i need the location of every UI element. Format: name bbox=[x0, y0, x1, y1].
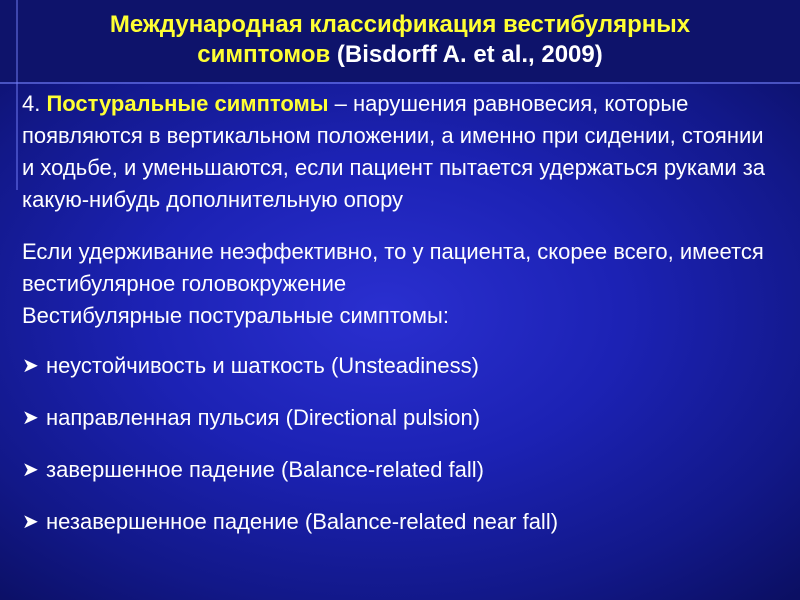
title-citation: (Bisdorff A. et al., 2009) bbox=[336, 41, 603, 68]
arrowhead-bullet-icon: ➤ bbox=[22, 511, 39, 533]
title-line-1: Международная классификация вестибулярных bbox=[109, 11, 691, 38]
slide-content bbox=[22, 88, 778, 558]
bullet-list bbox=[22, 350, 778, 558]
list-item-text: неустойчивость и шаткость (Unsteadiness) bbox=[46, 353, 479, 378]
section-heading: Постуральные симптомы bbox=[46, 91, 329, 116]
title-line-2 bbox=[0, 40, 800, 70]
paragraph-2 bbox=[22, 236, 778, 332]
list-item-text: незавершенное падение (Balance-related near fall) bbox=[46, 509, 559, 534]
list-item-text: завершенное падение (Balance-related fall) bbox=[46, 457, 484, 482]
list-item bbox=[22, 506, 778, 558]
horizontal-divider bbox=[0, 82, 800, 84]
arrowhead-bullet-icon: ➤ bbox=[22, 407, 39, 429]
list-item bbox=[22, 350, 778, 402]
section-paragraph bbox=[22, 88, 778, 216]
list-item bbox=[22, 454, 778, 506]
section-body: – нарушения равновесия, которые появляются в вертикальном положении, а именно при сидении, стоянии и ходьбе, и уменьшаются, если пациент пытается удержаться руками за какую-нибудь дополнительную опору bbox=[22, 91, 766, 212]
paragraph-2-line-1: Если удерживание неэффективно, то у пациента, скорее всего, имеется вестибулярное головокружение bbox=[22, 239, 764, 296]
title-line-2-main: симптомов bbox=[197, 41, 337, 68]
paragraph-2-line-2: Вестибулярные постуральные симптомы: bbox=[22, 303, 449, 328]
section-number: 4. bbox=[22, 91, 47, 116]
list-item-text: направленная пульсия (Directional pulsion) bbox=[46, 405, 481, 430]
arrowhead-bullet-icon: ➤ bbox=[22, 355, 39, 377]
slide-title bbox=[0, 10, 800, 70]
list-item bbox=[22, 402, 778, 454]
arrowhead-bullet-icon: ➤ bbox=[22, 459, 39, 481]
